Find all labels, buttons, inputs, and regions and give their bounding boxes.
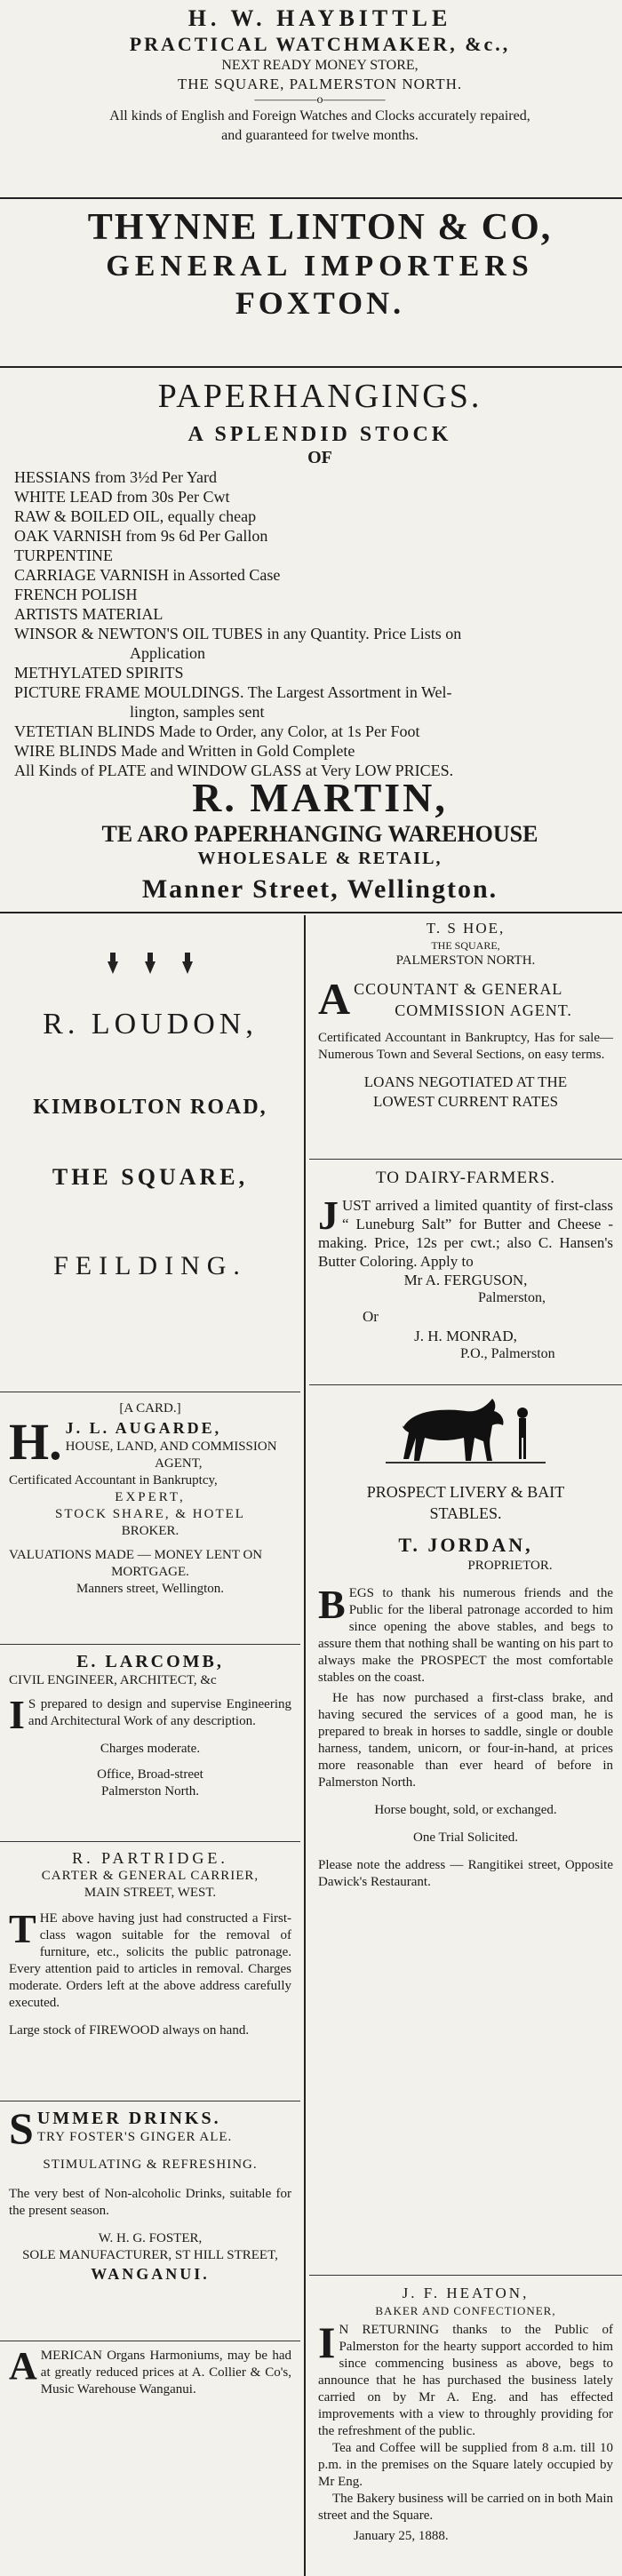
- haybittle-store: NEXT READY MONEY STORE,: [221, 58, 419, 73]
- heaton-dropcap: I: [318, 2317, 336, 2367]
- augarde-initial: H.: [9, 1413, 62, 1471]
- organs-dropcap: A: [9, 2344, 37, 2388]
- loudon-ad: [0, 951, 300, 1282]
- augarde-l9: Manners street, Wellington.: [76, 1582, 224, 1596]
- heaton-ad: [309, 2284, 622, 2545]
- right-column: [309, 915, 622, 2576]
- paper-item: WINSOR & NEWTON'S OIL TUBES in any Quantity. Price Lists on: [14, 625, 462, 642]
- larcomb-charges: Charges moderate.: [100, 1742, 201, 1756]
- martin-name: R. MARTIN,: [192, 775, 448, 820]
- ornament-divider: —————o—————: [254, 93, 386, 107]
- paper-item: RAW & BOILED OIL, equally cheap: [14, 507, 257, 525]
- livery-head2: STABLES.: [429, 1504, 502, 1522]
- partridge-trade: CARTER & GENERAL CARRIER,: [41, 1869, 259, 1883]
- paper-item: HESSIANS from 3½d Per Yard: [14, 468, 218, 486]
- divider: [309, 1384, 622, 1385]
- pointing-hands: [0, 951, 300, 980]
- haybittle-body-2: and guaranteed for twelve months.: [221, 128, 419, 143]
- dairy-ad: [309, 1168, 622, 1363]
- livery-ad: [309, 1392, 622, 1891]
- paper-item: OAK VARNISH from 9s 6d Per Gallon: [14, 527, 268, 545]
- pointing-hand-icon: [142, 951, 158, 976]
- loudon-name: R. LOUDON,: [43, 1008, 258, 1041]
- heaton-body1: N RETURNING thanks to the Public of Palmerston for the hearty support accorded to him since commencing business as above, begs to announce that he has purchased the business lately carried on by Mr A. Eng. and has effected improvements with a view to throughly providing for the refreshment of the public.: [318, 2323, 613, 2438]
- paper-item: VETETIAN BLINDS Made to Order, any Color, at 1s Per Foot: [14, 722, 420, 740]
- augarde-l3: Certificated Accountant in Bankruptcy,: [9, 1473, 218, 1487]
- two-column-section: [0, 915, 622, 2576]
- augarde-l2: AGENT,: [155, 1456, 203, 1471]
- divider: [0, 1644, 300, 1645]
- augarde-l8: MORTGAGE.: [111, 1565, 189, 1579]
- paper-item: WIRE BLINDS Made and Written in Gold Complete: [14, 742, 355, 760]
- thynne-place: FOXTON.: [235, 285, 405, 321]
- paper-item: Application: [130, 644, 205, 662]
- livery-role: PROPRIETOR.: [467, 1559, 553, 1573]
- dairy-dropcap: J: [318, 1192, 339, 1238]
- haybittle-ad: [0, 5, 622, 146]
- livery-body2: He has now purchased a first-class brake, and having secured the services of a good man, he is prepared to break in horses to saddle, single or double harness, tandem, unicorn, or four-in-hand, at prices more reasonable than ever heard of before in Palmerston North.: [318, 1691, 613, 1790]
- larcomb-dropcap: I: [9, 1692, 25, 1737]
- augarde-l7: VALUATIONS MADE — MONEY LENT ON: [9, 1548, 263, 1562]
- divider: [309, 2275, 622, 2276]
- divider: [0, 912, 622, 913]
- foster-name: W. H. G. FOSTER,: [98, 2231, 203, 2245]
- pointing-hand-icon: [105, 951, 121, 976]
- augarde-l5: STOCK SHARE, & HOTEL: [55, 1507, 245, 1521]
- divider: [0, 1841, 300, 1842]
- horse-icon: [386, 1392, 546, 1471]
- larcomb-office: Office, Broad-street: [97, 1767, 203, 1782]
- dairy-or: Or: [363, 1308, 379, 1325]
- paper-item-list: [9, 467, 622, 780]
- hoe-dropcap: A: [318, 974, 351, 1024]
- thynne-trade: GENERAL IMPORTERS: [106, 250, 534, 283]
- hoe-body: Certificated Accountant in Bankruptcy, Has for sale—Numerous Town and Several Sections, on easy terms.: [318, 1031, 613, 1062]
- larcomb-name: E. LARCOMB,: [76, 1652, 224, 1671]
- dairy-body: UST arrived a limited quantity of first-class “ Luneburg Salt” for Butter and Cheese - making. Price, 12s per cwt.; also C. Hansen's Butter Coloring. Apply to: [318, 1197, 613, 1270]
- paper-item: ARTISTS MATERIAL: [14, 605, 163, 623]
- paper-item: FRENCH POLISH: [14, 586, 138, 603]
- foster-ad: [0, 2103, 300, 2284]
- paper-sub: A SPLENDID STOCK: [187, 423, 452, 446]
- paper-item: WHITE LEAD from 30s Per Cwt: [14, 488, 230, 506]
- foster-head: UMMER DRINKS.: [36, 2109, 221, 2128]
- foster-town: WANGANUI.: [91, 2265, 210, 2283]
- organs-body: MERICAN Organs Harmoniums, may be had at greatly reduced prices at A. Collier & Co's, Music Warehouse Wanganui.: [40, 2349, 291, 2397]
- haybittle-name: H. W. HAYBITTLE: [187, 5, 452, 31]
- partridge-dropcap: T: [9, 1906, 36, 1951]
- paper-item: lington, samples sent: [130, 703, 265, 721]
- martin-line3: Manner Street, Wellington.: [141, 874, 498, 904]
- dairy-n2: J. H. MONRAD,: [414, 1328, 517, 1344]
- martin-line1: TE ARO PAPERHANGING WAREHOUSE: [101, 821, 538, 847]
- larcomb-ad: [0, 1651, 300, 1800]
- horse-illustration: [309, 1392, 622, 1476]
- livery-name: T. JORDAN,: [398, 1534, 533, 1556]
- paper-item: METHYLATED SPIRITS: [14, 664, 184, 682]
- larcomb-town: Palmerston North.: [101, 1784, 199, 1798]
- haybittle-address: THE SQUARE, PALMERSTON NORTH.: [177, 76, 463, 92]
- augarde-l4: EXPERT,: [115, 1490, 186, 1504]
- livery-head1: PROSPECT LIVERY & BAIT: [366, 1483, 565, 1501]
- dairy-n1: Mr A. FERGUSON,: [403, 1272, 528, 1288]
- augarde-name: J. L. AUGARDE,: [65, 1419, 222, 1437]
- martin-ad: [0, 775, 622, 906]
- larcomb-body: S prepared to design and supervise Engineering and Architectural Work of any description.: [28, 1697, 291, 1728]
- livery-line2: One Trial Solicited.: [413, 1830, 518, 1845]
- paper-item: TURPENTINE: [14, 546, 113, 564]
- martin-line2: WHOLESALE & RETAIL,: [197, 849, 443, 868]
- heaton-trade: BAKER AND CONFECTIONER,: [375, 2304, 556, 2317]
- heaton-body3: The Bakery business will be carried on in both Main street and the Square.: [318, 2492, 613, 2523]
- livery-dropcap: B: [318, 1582, 346, 1627]
- livery-line1: Horse bought, sold, or exchanged.: [374, 1803, 557, 1817]
- loudon-road: KIMBOLTON ROAD,: [33, 1096, 267, 1119]
- loudon-town: FEILDING.: [53, 1251, 247, 1280]
- dairy-head: TO DAIRY-FARMERS.: [375, 1168, 556, 1187]
- partridge-address: MAIN STREET, WEST.: [84, 1886, 217, 1900]
- hoe-name: T. S HOE,: [426, 920, 506, 937]
- paper-item: PICTURE FRAME MOULDINGS. The Largest Assortment in Wel-: [14, 683, 452, 701]
- dairy-t1: Palmerston,: [478, 1290, 546, 1305]
- heaton-body2: Tea and Coffee will be supplied from 8 a.m. till 10 p.m. in the premises on the Square lately occupied by Mr Eng.: [318, 2441, 613, 2489]
- paper-item: CARRIAGE VARNISH in Assorted Case: [14, 566, 281, 584]
- divider: [309, 1159, 622, 1160]
- pointing-hand-icon: [179, 951, 195, 976]
- paperhangings-ad: [0, 377, 622, 780]
- augarde-ad: [0, 1400, 300, 1598]
- haybittle-trade: PRACTICAL WATCHMAKER, &c.,: [129, 33, 511, 55]
- foster-tag: STIMULATING & REFRESHING.: [43, 2157, 258, 2172]
- organs-ad: [0, 2344, 300, 2398]
- paper-item: All Kinds of PLATE and WINDOW GLASS at Very LOW PRICES.: [14, 762, 454, 779]
- haybittle-body-1: All kinds of English and Foreign Watches and Clocks accurately repaired,: [109, 108, 530, 124]
- partridge-body: HE above having just had constructed a First-class wagon suitable for the removal of furniture, etc., solicits the public patronage. Every attention paid to articles in removal. Charges moderate. Orders left at the above address carefully executed.: [9, 1911, 291, 2010]
- foster-sub: TRY FOSTER'S GINGER ALE.: [36, 2130, 233, 2144]
- column-divider: [304, 915, 306, 2576]
- left-column: [0, 915, 300, 2576]
- hoe-town: PALMERSTON NORTH.: [395, 953, 536, 968]
- paper-of: OF: [307, 448, 332, 467]
- foster-addr: SOLE MANUFACTURER, ST HILL STREET,: [22, 2248, 278, 2262]
- divider: [0, 366, 622, 368]
- foster-dropcap: S: [9, 2103, 34, 2153]
- larcomb-trade: CIVIL ENGINEER, ARCHITECT, &c: [9, 1673, 217, 1687]
- foster-body: The very best of Non-alcoholic Drinks, suitable for the present season.: [9, 2187, 291, 2218]
- hoe-ad: [309, 919, 622, 1112]
- augarde-l6: BROKER.: [121, 1524, 179, 1538]
- thynne-ad: [0, 206, 622, 322]
- heaton-date: January 25, 1888.: [354, 2529, 449, 2543]
- thynne-name: THYNNE LINTON & CO,: [87, 207, 553, 248]
- dairy-t2: P.O., Palmerston: [460, 1346, 555, 1361]
- partridge-name: R. PARTRIDGE.: [72, 1849, 228, 1867]
- hoe-square: THE SQUARE,: [431, 939, 500, 952]
- augarde-card: [A CARD.]: [119, 1401, 181, 1416]
- loudon-square: THE SQUARE,: [52, 1164, 249, 1190]
- livery-note: Please note the address — Rangitikei street, Opposite Dawick's Restaurant.: [318, 1858, 613, 1889]
- partridge-firewood: Large stock of FIREWOOD always on hand.: [9, 2023, 250, 2038]
- hoe-loans2: LOWEST CURRENT RATES: [372, 1093, 559, 1110]
- hoe-title1: CCOUNTANT & GENERAL: [354, 980, 563, 998]
- paper-heading: PAPERHANGINGS.: [157, 378, 482, 415]
- hoe-title2: COMMISSION AGENT.: [395, 1001, 572, 1019]
- heaton-name: J. F. HEATON,: [402, 2285, 530, 2301]
- divider: [0, 197, 622, 199]
- augarde-l1: HOUSE, LAND, AND COMMISSION: [65, 1440, 277, 1454]
- partridge-ad: [0, 1848, 300, 2039]
- livery-body1: EGS to thank his numerous friends and the Public for the liberal patronage accorded to him since opening the above stables, and begs to assure them that nothing shall be wanting on his part to always make the PROSPECT the most comfortable stables on the coast.: [318, 1586, 613, 1685]
- hoe-loans1: LOANS NEGOTIATED AT THE: [363, 1073, 568, 1090]
